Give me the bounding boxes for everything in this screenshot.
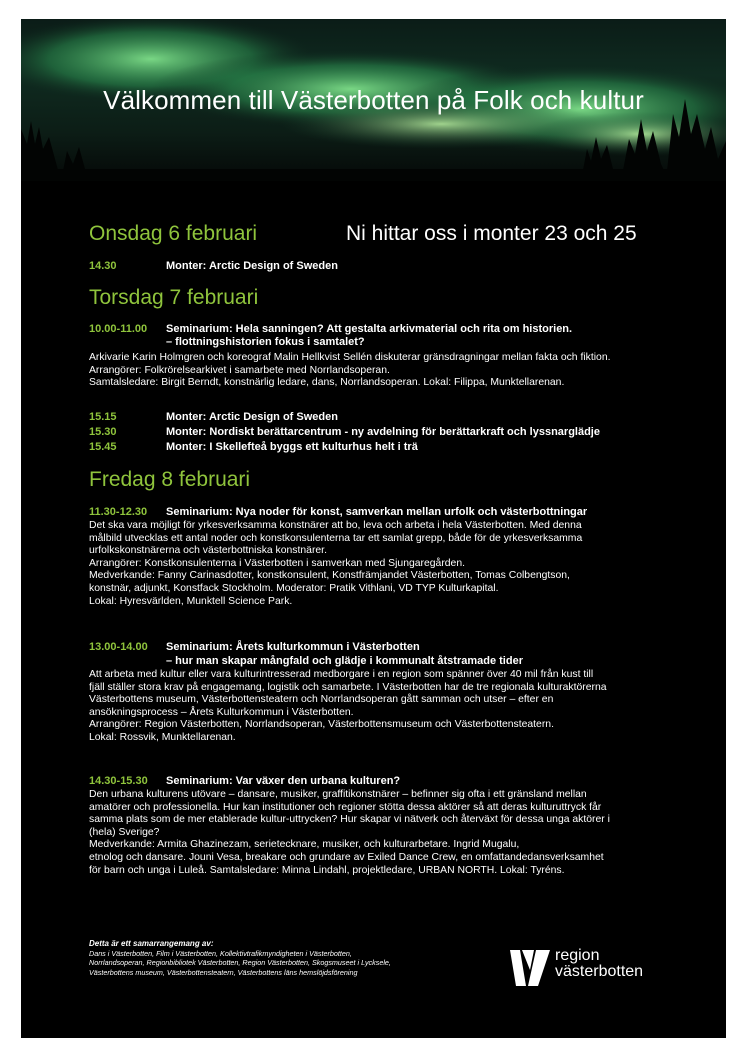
seminar-subtitle: – hur man skapar mångfald och glädje i kommunalt åtstramade tider: [166, 655, 523, 667]
seminar-description: [89, 520, 669, 608]
item-text: Monter: Arctic Design of Sweden: [166, 260, 338, 272]
day-heading-friday: Fredag 8 februari: [89, 468, 251, 491]
text-line: urfolkskonstnärerna och västerbottniska konstnärer.: [89, 545, 327, 557]
footer-line: Västerbottens museum, Västerbottensteatern, Västerbottens läns hemslöjdsförening: [89, 967, 358, 977]
seminar-time: 14.30-15.30: [89, 775, 148, 787]
program-content: [21, 19, 726, 1038]
text-line: Västerbottens museum, Västerbottensteatern och Norrlandsoperan gått samman och utser – efter en: [89, 694, 554, 706]
text-line: Lokal: Rossvik, Munktellarenan.: [89, 731, 236, 743]
text-line: Arrangörer: Region Västerbotten, Norrlandsoperan, Västerbottensmuseum och Västerbottensteatern.: [89, 719, 554, 731]
logo-line: västerbotten: [555, 963, 644, 980]
text-line: målbild utvecklas ett antal noder och konstkonsulenterna tar ett samlat grepp, både för de yrkesverksamma: [89, 532, 583, 544]
text-line: för barn och unga i Luleå. Samtalsledare: Minna Lindahl, projektledare, URBAN NORTH. Lokal: Tyréns.: [89, 864, 565, 876]
text-line: samma plats som de mer etablerade kultur-uttrycken? Hur skapar vi nätverk och återväxt för dessa unga aktörer i: [89, 814, 610, 826]
seminar-description: [89, 789, 669, 877]
text-line: Den urbana kulturens utövare – dansare, musiker, graffitikonstnärer – befinner sig ofta i ett gränsland mellan: [89, 789, 587, 800]
seminar-description: [89, 669, 669, 745]
item-text: Monter: Arctic Design of Sweden: [166, 411, 338, 423]
seminar-time: 11.30-12.30: [89, 506, 148, 518]
text-line: Att arbeta med kultur eller vara kulturintresserad medborgare i en region som spänner över 40 mil från kust till: [89, 669, 594, 680]
text-line: etnolog och dansare. Jouni Vesa, breakare och grundare av Exiled Dance Crew, en omfattandedansverksamhet: [89, 851, 604, 863]
day-heading-wednesday: Onsdag 6 februari: [89, 222, 258, 245]
poster: [21, 19, 726, 1038]
text-line: ansökningsprocess – Årets Kulturkommun i Västerbotten.: [89, 706, 354, 718]
item-time: 15.30: [89, 426, 117, 438]
seminar-title: Seminarium: Nya noder för konst, samverkan mellan urfolk och västerbottningar: [166, 506, 588, 518]
text-line: konstnär, adjunkt, Konstfack Stockholm. Moderator: Pratik Vithlani, VD TYP Kulturkapital.: [89, 582, 499, 594]
seminar-time: 13.00-14.00: [89, 641, 148, 653]
seminar-time: 10.00-11.00: [89, 323, 148, 335]
text-line: Arrangörer: Folkrörelsearkivet i samarbete med Norrlandsoperan.: [89, 364, 390, 376]
text-line: Samtalsledare: Birgit Berndt, konstnärlig ledare, dans, Norrlandsoperan. Lokal: Filippa, Munktellarenan.: [89, 377, 565, 389]
seminar-description: [89, 352, 669, 390]
text-line: Arkivarie Karin Holmgren och koreograf Malin Hellkvist Sellén diskuterar gränsdragningar mellan fakta och fiktion.: [89, 352, 611, 363]
text-line: (hela) Sverige?: [89, 826, 160, 838]
logo-mark-icon: [510, 950, 550, 986]
text-line: fjäll ställer stora krav på engagemang, logistik och samarbete. I Västerbotten har de tre regionala kulturaktörerna: [89, 681, 607, 693]
seminar-title: Seminarium: Var växer den urbana kulturen?: [166, 775, 401, 787]
logo-text: [555, 948, 643, 980]
region-vasterbotten-logo: [510, 948, 660, 988]
item-text: Monter: Nordiskt berättarcentrum - ny avdelning för berättarkraft och lyssnarglädje: [166, 426, 600, 438]
footer-heading: Detta är ett samarrangemang av:: [89, 939, 214, 948]
text-line: Det ska vara möjligt för yrkesverksamma konstnärer att bo, leva och arbeta i hela Västerbotten. Med denna: [89, 520, 582, 531]
item-time: 14.30: [89, 260, 117, 272]
day-heading-thursday: Torsdag 7 februari: [89, 286, 259, 309]
item-time: 15.15: [89, 411, 117, 423]
organizers-footer: [89, 939, 509, 977]
seminar-subtitle: – flottningshistorien fokus i samtalet?: [166, 336, 365, 348]
text-line: Lokal: Hyresvärlden, Munktell Science Park.: [89, 595, 293, 607]
seminar-title: Seminarium: Hela sanningen? Att gestalta arkivmaterial och rita om historien.: [166, 323, 573, 335]
page-title: Välkommen till Västerbotten på Folk och kultur: [103, 85, 644, 115]
item-text: Monter: I Skellefteå byggs ett kulturhus helt i trä: [166, 441, 418, 453]
text-line: Medverkande: Fanny Carinasdotter, konstkonsulent, Konstfrämjandet Västerbotten, Tomas Colbengtson,: [89, 570, 570, 582]
booth-note: Ni hittar oss i monter 23 och 25: [346, 222, 637, 245]
text-line: Medverkande: Armita Ghazinezam, serietecknare, musiker, och kulturarbetare. Ingrid Mugalu,: [89, 839, 520, 851]
footer-line: Norrlandsoperan, Regionbibliotek Västerbotten, Region Västerbotten, Skogsmuseet i Lycksele,: [89, 958, 391, 967]
logo-line: region: [555, 947, 600, 964]
text-line: Arrangörer: Konstkonsulenterna i Västerbotten i samverkan med Sjungaregården.: [89, 557, 466, 569]
item-time: 15.45: [89, 441, 117, 453]
footer-line: Dans i Västerbotten, Film i Västerbotten, Kollektivtrafikmyndigheten i Västerbotten,: [89, 948, 352, 958]
text-line: amatörer och professionella. Hur kan institutioner och regioner stötta dessa aktörer så att deras kulturuttryck får: [89, 801, 602, 813]
seminar-title: Seminarium: Årets kulturkommun i Västerbotten: [166, 641, 420, 653]
